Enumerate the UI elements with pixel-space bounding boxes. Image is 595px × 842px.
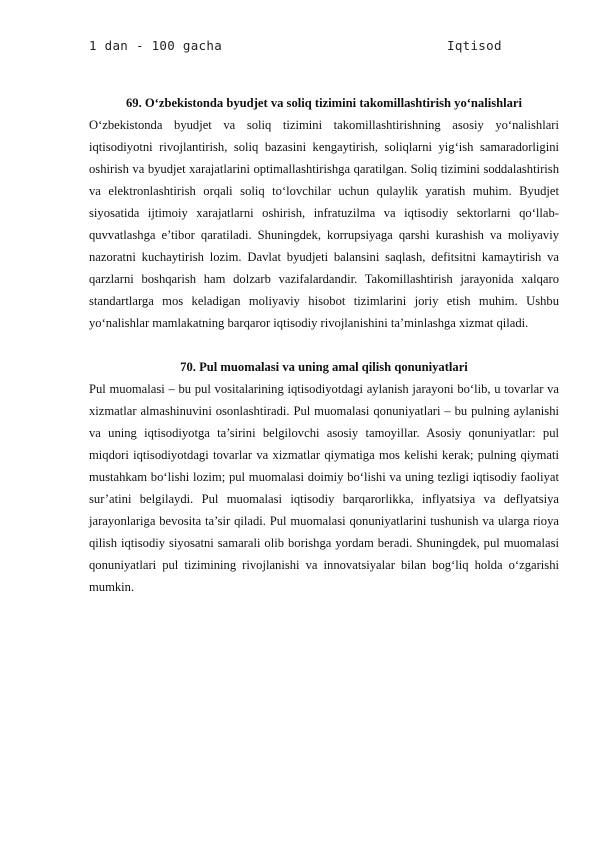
page-header	[89, 38, 509, 56]
document-body	[89, 92, 559, 598]
section-heading: 69. O‘zbekistonda byudjet va soliq tizimini takomillashtirish yo‘nalishlari	[125, 96, 523, 110]
section-gap	[89, 334, 559, 356]
section-69	[89, 92, 559, 334]
header-subject: Iqtisod	[447, 38, 502, 53]
section-paragraph: Pul muomalasi – bu pul vositalarining iqtisodiyotdagi aylanish jarayoni bo‘lib, u tovarlar va xizmatlar almashinuvini osonlashtiradi. Pul muomalasi qonuniyatlari – bu pulning aylanishi va uning iqtisodiyotga ta’sirini belgilovchi asosiy tamoyillar. Asosiy qonuniyatlar: pul miqdori iqtisodiyotdagi tovarlar va xizmatlar qiymatiga mos kelishi kerak; pulning qiymati mustahkam bo‘lishi lozim; pul muomalasi doimiy bo‘lishi va uning tezligi iqtisodiy faoliyat sur’atini belgilaydi. Pul muomalasi iqtisodiy barqarorlikka, inflyatsiya va deflyatsiya jarayonlariga bevosita ta’sir qiladi. Pul muomalasi qonuniyatlarini tushunish va ularga rioya qilish iqtisodiy siyosatni samarali olib borishga yordam beradi. Shuningdek, pul muomalasi qonuniyatlari pul tizimining rivojlanishi va innovatsiyalar bilan bog‘liq holda o‘zgarishi mumkin.	[89, 382, 559, 594]
section-paragraph: O‘zbekistonda byudjet va soliq tizimini takomillashtirishning asosiy yo‘nalishlari iqtisodiyotni rivojlantirish, soliq bazasini kengaytirish, soliqlarni yig‘ish samaradorligini oshirish va byudjet xarajatlarini optimallashtirishga qaratilgan. Soliq tizimini soddalashtirish va elektronlashtirish orqali soliq to‘lovchilar uchun qulaylik yaratish muhim. Byudjet siyosatida ijtimoiy xarajatlarni oshirish, infratuzilma va iqtisodiy sektorlarni qo‘llab-quvvatlashga e’tibor qaratiladi. Shuningdek, korrupsiyaga qarshi kurashish va moliyaviy nazoratni kuchaytirish lozim. Davlat byudjeti balansini saqlash, defitsitni kamaytirish va qarzlarni boshqarish ham dolzarb vazifalardandir. Takomillashtirish jarayonida xalqaro standartlarga mos keladigan moliyaviy hisobot tizimlarini joriy etish muhim. Ushbu yo‘nalishlar mamlakatning barqaror iqtisodiy rivojlanishini ta’minlashga xizmat qiladi.	[89, 118, 559, 330]
header-range: 1 dan - 100 gacha	[89, 38, 223, 53]
section-heading: 70. Pul muomalasi va uning amal qilish qonuniyatlari	[180, 360, 468, 374]
section-70	[89, 356, 559, 598]
